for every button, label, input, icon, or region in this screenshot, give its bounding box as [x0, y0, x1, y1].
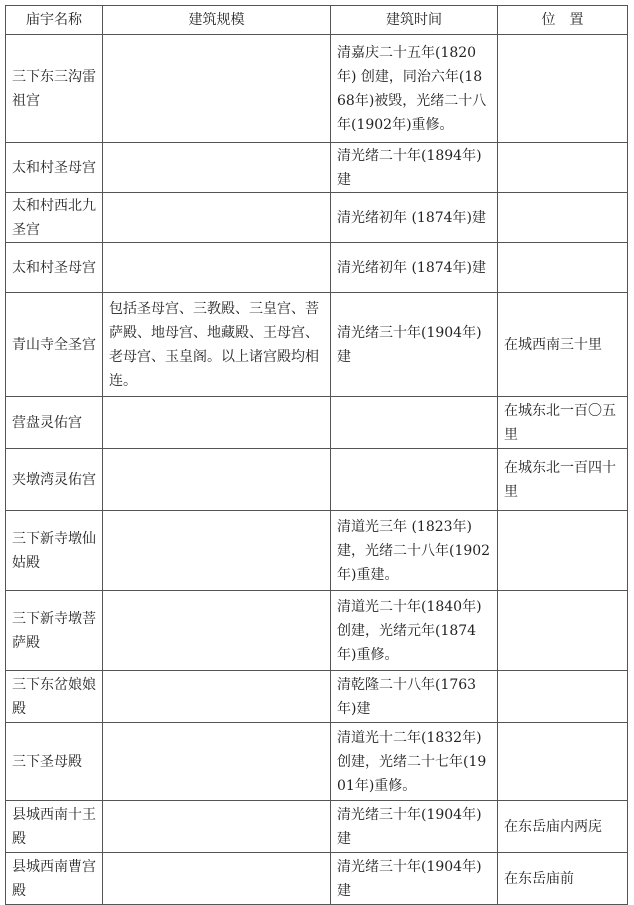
cell-scale [103, 143, 331, 193]
cell-scale [103, 853, 331, 905]
table-row [6, 35, 628, 143]
cell-scale [103, 193, 331, 243]
cell-scale [103, 723, 331, 801]
cell-time: 清光绪初年 (1874年)建 [331, 243, 498, 293]
header-row [6, 6, 628, 35]
table-row [6, 143, 628, 193]
table-row [6, 801, 628, 853]
header-name: 庙宇名称 [6, 6, 103, 35]
table-row [6, 397, 628, 449]
table-row [6, 243, 628, 293]
table-row [6, 449, 628, 511]
cell-time [331, 397, 498, 449]
cell-location: 在城东北一百〇五里 [498, 397, 628, 449]
cell-temple-name: 三下新寺墩菩萨殿 [6, 591, 103, 671]
table-row [6, 511, 628, 591]
cell-scale [103, 397, 331, 449]
cell-temple-name: 县城西南曹宫殿 [6, 853, 103, 905]
temple-table [5, 5, 628, 905]
cell-location [498, 193, 628, 243]
table-row [6, 671, 628, 723]
cell-temple-name: 夹墩湾灵佑宫 [6, 449, 103, 511]
cell-location: 在城西南三十里 [498, 293, 628, 397]
cell-time: 清乾隆二十八年(1763年)建 [331, 671, 498, 723]
cell-location: 在东岳庙内两庑 [498, 801, 628, 853]
table-row [6, 723, 628, 801]
cell-scale [103, 591, 331, 671]
cell-time [331, 449, 498, 511]
header-scale: 建筑规模 [103, 6, 331, 35]
cell-temple-name: 县城西南十王殿 [6, 801, 103, 853]
cell-location [498, 671, 628, 723]
cell-time: 清光绪三十年(1904年)建 [331, 293, 498, 397]
cell-time: 清道光二十年(1840年)创建，光绪元年(1874年)重修。 [331, 591, 498, 671]
cell-time: 清嘉庆二十五年(1820年) 创建，同治六年(1868年)被毁，光绪二十八年(1902年)重修。 [331, 35, 498, 143]
cell-location [498, 591, 628, 671]
cell-location [498, 511, 628, 591]
cell-scale [103, 243, 331, 293]
cell-time: 清光绪二十年(1894年)建 [331, 143, 498, 193]
table-row [6, 293, 628, 397]
table-row [6, 193, 628, 243]
cell-time: 清道光十二年(1832年)创建，光绪二十七年(1901年)重修。 [331, 723, 498, 801]
cell-temple-name: 太和村圣母宫 [6, 243, 103, 293]
table-row [6, 853, 628, 905]
cell-location [498, 35, 628, 143]
cell-scale [103, 35, 331, 143]
header-location: 位 置 [498, 6, 628, 35]
cell-time: 清道光三年 (1823年)建，光绪二十八年(1902年)重建。 [331, 511, 498, 591]
cell-location: 在东岳庙前 [498, 853, 628, 905]
cell-scale [103, 671, 331, 723]
cell-scale [103, 511, 331, 591]
cell-scale: 包括圣母宫、三教殿、三皇宫、菩萨殿、地母宫、地藏殿、王母宫、老母宫、玉皇阁。以上诸宫殿均相连。 [103, 293, 331, 397]
cell-location [498, 243, 628, 293]
cell-location [498, 143, 628, 193]
cell-temple-name: 营盘灵佑宫 [6, 397, 103, 449]
cell-scale [103, 801, 331, 853]
cell-temple-name: 三下东三沟雷祖宫 [6, 35, 103, 143]
cell-temple-name: 三下圣母殿 [6, 723, 103, 801]
cell-temple-name: 太和村圣母宫 [6, 143, 103, 193]
cell-temple-name: 青山寺全圣宫 [6, 293, 103, 397]
table-row [6, 591, 628, 671]
cell-temple-name: 太和村西北九圣宫 [6, 193, 103, 243]
cell-scale [103, 449, 331, 511]
cell-temple-name: 三下新寺墩仙姑殿 [6, 511, 103, 591]
cell-time: 清光绪初年 (1874年)建 [331, 193, 498, 243]
cell-time: 清光绪三十年(1904年)建 [331, 853, 498, 905]
header-time: 建筑时间 [331, 6, 498, 35]
cell-location: 在城东北一百四十里 [498, 449, 628, 511]
cell-location [498, 723, 628, 801]
cell-time: 清光绪三十年(1904年)建 [331, 801, 498, 853]
cell-temple-name: 三下东岔娘娘殿 [6, 671, 103, 723]
